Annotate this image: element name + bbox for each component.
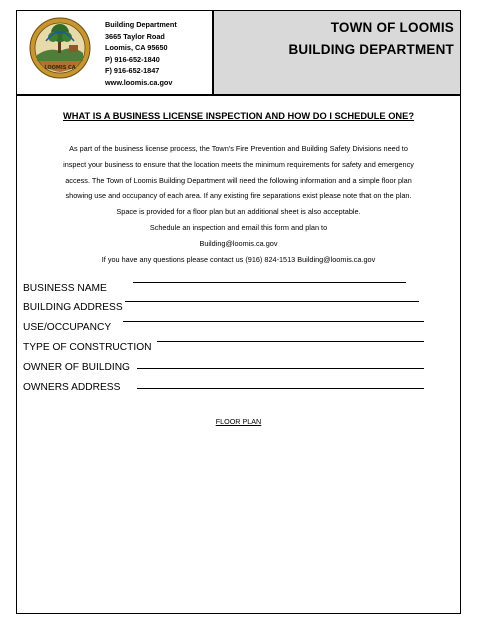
building-address-line[interactable] xyxy=(125,301,419,302)
intro-line: access. The Town of Loomis Building Department will need the following information and a simple floor plan xyxy=(65,175,412,185)
contact-address-line1: 3665 Taylor Road xyxy=(105,31,165,41)
town-seal-icon xyxy=(29,17,91,79)
intro-line: showing use and occupancy of each area. If any existing fire separations exist please note that on the plan. xyxy=(65,191,412,201)
intro-line: Schedule an inspection and email this form and plan to xyxy=(149,222,328,232)
seal-text: LOOMIS CA xyxy=(44,65,76,71)
contact-department: Building Department xyxy=(105,20,177,29)
header-divider-vertical xyxy=(212,11,214,94)
header-divider-horizontal xyxy=(17,94,460,96)
contact-address-line2: Loomis, CA 95650 xyxy=(105,43,168,52)
intro-line: If you have any questions please contact us (916) 824-1513 Building@loomis.ca.gov xyxy=(101,254,376,264)
intro-email-link[interactable]: Building@loomis.ca.gov xyxy=(199,238,278,248)
owners-address-label: OWNERS ADDRESS xyxy=(23,382,121,393)
contact-fax: F) 916-652-1847 xyxy=(105,66,160,75)
header-title-panel xyxy=(214,11,461,94)
use-occupancy-label: USE/OCCUPANCY xyxy=(23,322,112,333)
contact-phone: P) 916-652-1840 xyxy=(105,54,160,64)
building-address-label: BUILDING ADDRESS xyxy=(23,302,123,313)
town-title: TOWN OF LOOMIS xyxy=(330,20,454,35)
floor-plan-label: FLOOR PLAN xyxy=(215,417,262,426)
business-name-label: BUSINESS NAME xyxy=(23,283,107,294)
department-title: BUILDING DEPARTMENT xyxy=(288,42,454,57)
owner-of-building-label: OWNER OF BUILDING xyxy=(23,362,130,373)
intro-paragraph xyxy=(21,141,456,267)
intro-line: Space is provided for a floor plan but an additional sheet is also acceptable. xyxy=(116,207,361,217)
form-frame xyxy=(16,10,461,614)
page-heading: WHAT IS A BUSINESS LICENSE INSPECTION AND HOW DO I SCHEDULE ONE? xyxy=(62,111,415,121)
type-of-construction-line[interactable] xyxy=(157,341,424,342)
intro-line: As part of the business license process, the Town’s Fire Prevention and Building Safety Divisions need to xyxy=(69,144,408,153)
owner-of-building-line[interactable] xyxy=(137,368,424,369)
use-occupancy-line[interactable] xyxy=(123,321,424,322)
department-contact xyxy=(105,19,177,88)
type-of-construction-label: TYPE OF CONSTRUCTION xyxy=(23,342,152,353)
contact-website[interactable]: www.loomis.ca.gov xyxy=(105,77,173,87)
owners-address-line[interactable] xyxy=(137,388,424,389)
business-name-line[interactable] xyxy=(133,282,406,283)
intro-line: inspect your business to ensure that the location meets the minimum requirements for safety and emergency xyxy=(63,159,414,169)
